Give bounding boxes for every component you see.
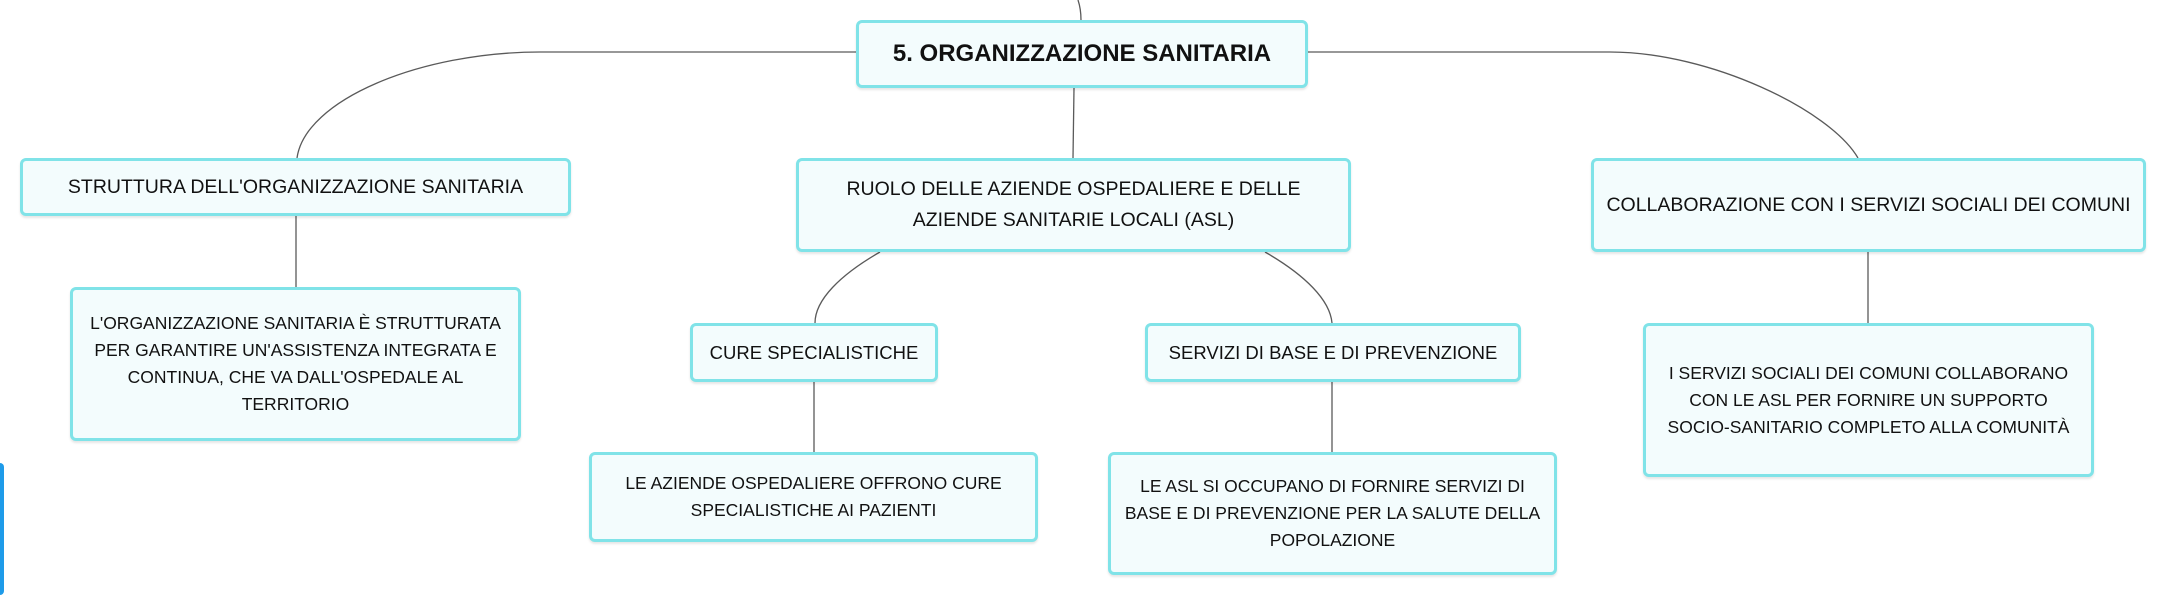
branch-topic-label: STRUTTURA DELL'ORGANIZZAZIONE SANITARIA (67, 175, 524, 198)
branch-topic-collaborazione[interactable] (1591, 158, 2146, 252)
selection-edge-marker (0, 463, 4, 595)
subtopic-label: CURE SPECIALISTICHE (709, 342, 919, 363)
detail-topic-label: L'ORGANIZZAZIONE SANITARIA È STRUTTURATA PER GARANTIRE UN'ASSISTENZA INTEGRATA E CONTINUA, CHE VA DALL'OSPEDALE AL TERRITORIO (90, 313, 501, 414)
detail-topic-label: I SERVIZI SOCIALI DEI COMUNI COLLABORANO CON LE ASL PER FORNIRE UN SUPPORTO SOCIO-SANITARIO COMPLETO ALLA COMUNITÀ (1667, 362, 2070, 437)
connector-parent-root (1078, 0, 1081, 20)
detail-topic-label: LE ASL SI OCCUPANO DI FORNIRE SERVIZI DI BASE E DI PREVENZIONE PER LA SALUTE DELLA POPOLAZIONE (1124, 476, 1541, 550)
connector-root-branch-1 (297, 52, 856, 158)
root-topic-label: 5. ORGANIZZAZIONE SANITARIA (892, 40, 1272, 67)
branch-topic-ruolo[interactable] (796, 158, 1351, 252)
connector-branch-2-sub-1 (815, 252, 880, 323)
detail-topic-struttura[interactable] (70, 287, 521, 441)
subtopic-servizi-di-base[interactable] (1145, 323, 1521, 382)
branch-topic-label: RUOLO DELLE AZIENDE OSPEDALIERE E DELLE AZIENDE SANITARIE LOCALI (ASL) (846, 178, 1301, 231)
detail-topic-servizi-di-base[interactable] (1108, 452, 1557, 575)
subtopic-label: SERVIZI DI BASE E DI PREVENZIONE (1168, 342, 1498, 363)
connector-branch-2-sub-2 (1265, 252, 1332, 323)
detail-topic-label: LE AZIENDE OSPEDALIERE OFFRONO CURE SPECIALISTICHE AI PAZIENTI (625, 473, 1002, 520)
detail-topic-cure-specialistiche[interactable] (589, 452, 1038, 542)
connector-root-branch-3 (1308, 52, 1858, 158)
root-topic[interactable] (856, 20, 1308, 88)
subtopic-cure-specialistiche[interactable] (690, 323, 938, 382)
detail-topic-collaborazione[interactable] (1643, 323, 2094, 477)
branch-topic-label: COLLABORAZIONE CON I SERVIZI SOCIALI DEI COMUNI (1606, 193, 2131, 216)
connector-root-branch-2 (1073, 88, 1074, 158)
branch-topic-struttura[interactable] (20, 158, 571, 216)
